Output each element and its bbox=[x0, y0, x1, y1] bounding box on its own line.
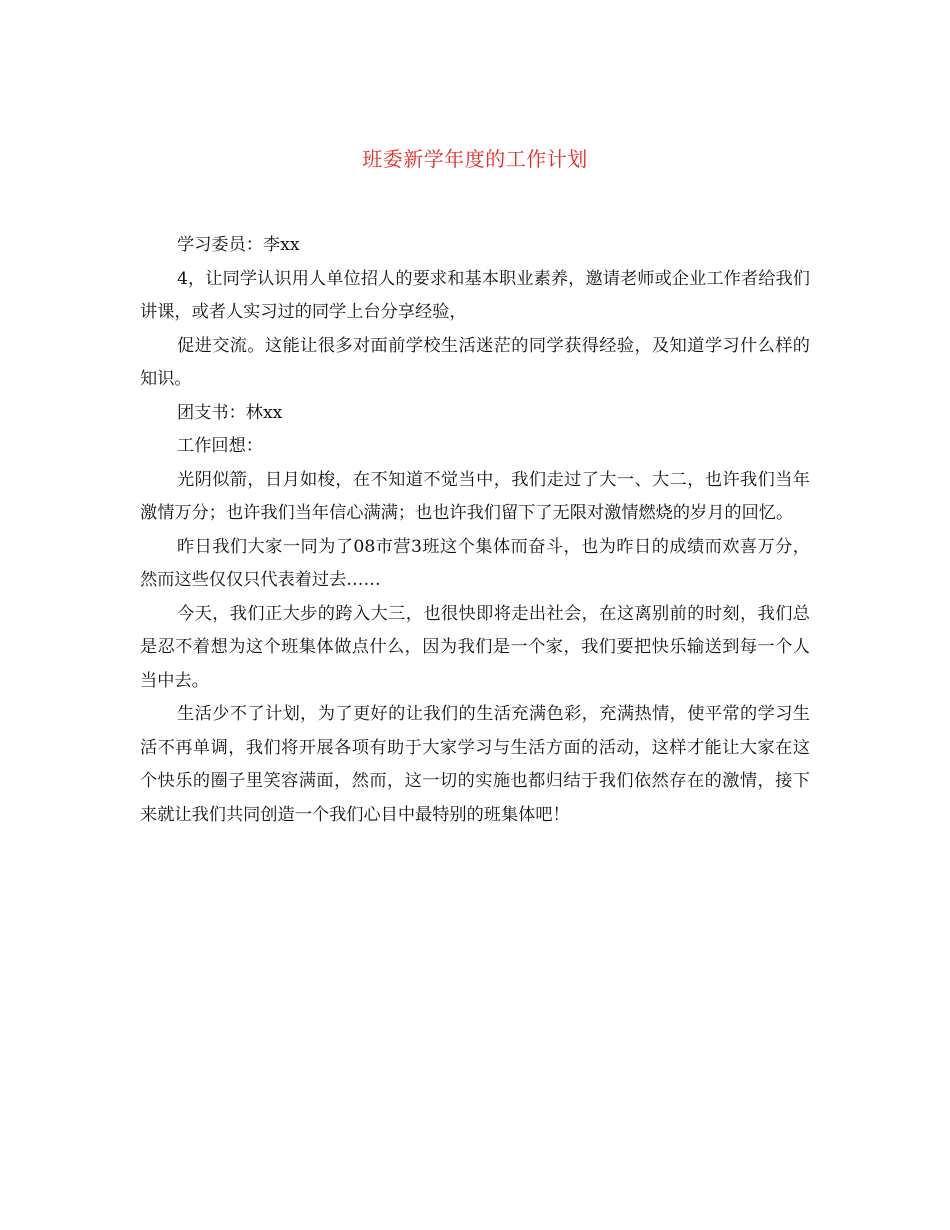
document-title: 班委新学年度的工作计划 bbox=[362, 147, 588, 171]
paragraph-league-secretary: 团支书：林xx bbox=[177, 402, 283, 423]
paragraph-time-flies: 光阴似箭，日月如梭，在不知道不觉当中，我们走过了大一、大二，也许我们当年激情万分；也许我们当年信心满满；也也许我们留下了无限对激情燃烧的岁月的回忆。 bbox=[140, 469, 810, 523]
paragraph-promote-exchange: 促进交流。这能让很多对面前学校生活迷茫的同学获得经验，及知道学习什么样的知识。 bbox=[140, 335, 810, 389]
paragraph-plan: 生活少不了计划，为了更好的让我们的生活充满色彩，充满热情，使平常的学习生活不再单调，我们将开展各项有助于大家学习与生活方面的活动，这样才能让大家在这个快乐的圈子里笑容满面，然而，这一切的实施也都归结于我们依然存在的激情，接下来就让我们共同创造一个我们心目中最特别的班集体吧！ bbox=[140, 704, 810, 825]
paragraph-yesterday: 昨日我们大家一同为了08市营3班这个集体而奋斗，也为昨日的成绩而欢喜万分，然而这些仅仅只代表着过去…… bbox=[140, 536, 810, 590]
paragraph-item-4: 4，让同学认识用人单位招人的要求和基本职业素养，邀请老师或企业工作者给我们讲课，或者人实习过的同学上台分享经验， bbox=[140, 268, 810, 322]
paragraph-today: 今天，我们正大步的跨入大三，也很快即将走出社会，在这离别前的时刻，我们总是忍不着想为这个班集体做点什么，因为我们是一个家，我们要把快乐输送到每一个人当中去。 bbox=[140, 603, 810, 691]
document-body bbox=[140, 229, 810, 832]
paragraph-study-committee: 学习委员：李xx bbox=[177, 235, 300, 255]
paragraph-work-review-heading: 工作回想： bbox=[177, 436, 263, 456]
